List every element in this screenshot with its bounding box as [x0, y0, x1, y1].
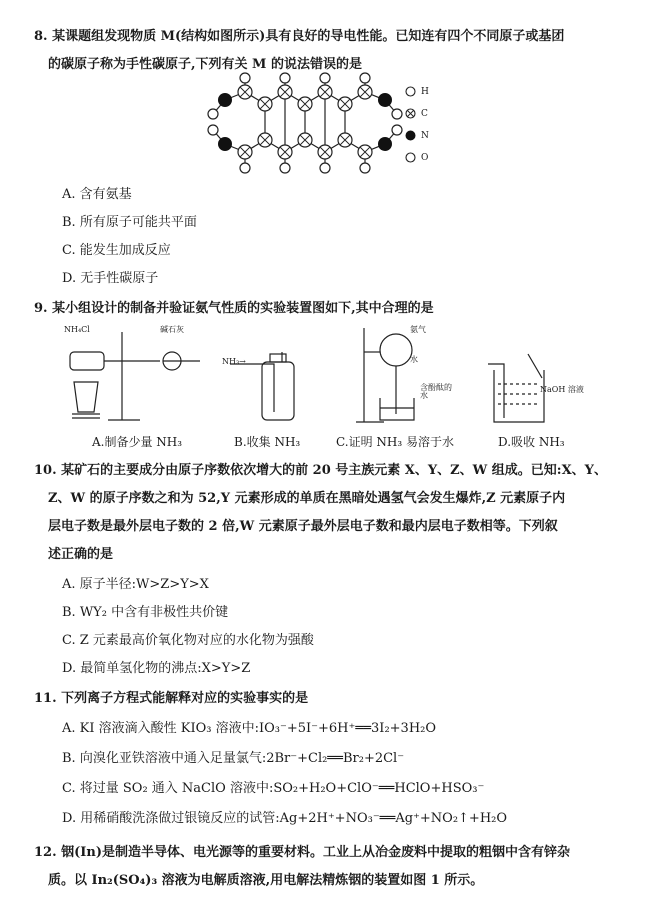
legend-item-o: O [405, 152, 428, 163]
q10-option-b: B. WY₂ 中含有非极性共价键 [62, 605, 229, 620]
q10-stem-line2: Z、W 的原子序数之和为 52,Y 元素形成的单质在黑暗处遇氢气会发生爆炸,Z 元素原子内 [48, 491, 566, 506]
q10-stem-line4: 述正确的是 [48, 547, 114, 562]
legend-item-h: H [405, 86, 429, 97]
legend-item-n: N [405, 130, 429, 141]
q10-option-a: A. 原子半径:W>Z>Y>X [62, 577, 209, 592]
q8-option-a: A. 含有氨基 [62, 187, 132, 202]
q8-stem-line1: 8. 某课题组发现物质 M(结构如图所示)具有良好的导电性能。已知连有四个不同原子或基团 [34, 29, 565, 44]
q10-option-c: C. Z 元素最高价氧化物对应的水化物为强酸 [62, 633, 314, 648]
q11-stem: 11. 下列离子方程式能解释对应的实验事实的是 [34, 691, 309, 706]
legend-item-c: C [405, 108, 428, 119]
apparatus-c-water-label: 水 [410, 355, 418, 364]
q8-option-d: D. 无手性碳原子 [62, 271, 159, 286]
q10-option-d: D. 最简单氢化物的沸点:X>Y>Z [62, 661, 251, 676]
apparatus-c-phenol-label: 含酚酞的水 [420, 383, 452, 400]
q11-option-a: A. KI 溶液滴入酸性 KIO₃ 溶液中:IO₃⁻+5I⁻+6H⁺══3I₂+3H₂O [62, 721, 437, 736]
q12-stem-line1: 12. 铟(In)是制造半导体、电光源等的重要材料。工业上从冶金废料中提取的粗铟中含有锌杂 [34, 845, 570, 860]
apparatus-c-ammonia-label: 氨气 [410, 325, 426, 334]
q11-option-d: D. 用稀硝酸洗涤做过银镜反应的试管:Ag+2H⁺+NO₃⁻══Ag⁺+NO₂↑+H₂O [62, 811, 508, 826]
q9-caption-a: A.制备少量 NH₃ [92, 435, 183, 449]
apparatus-b-diagram [220, 322, 310, 432]
q9-caption-c: C.证明 NH₃ 易溶于水 [336, 435, 454, 449]
apparatus-d-diagram [484, 322, 584, 432]
apparatus-a-lime-label: 碱石灰 [160, 325, 184, 334]
apparatus-c-diagram [354, 322, 454, 432]
q11-option-c: C. 将过量 SO₂ 通入 NaClO 溶液中:SO₂+H₂O+ClO⁻══HClO+HSO₃⁻ [62, 781, 485, 796]
q11-option-b: B. 向溴化亚铁溶液中通入足量氯气:2Br⁻+Cl₂══Br₂+2Cl⁻ [62, 751, 405, 766]
q8-option-c: C. 能发生加成反应 [62, 243, 171, 258]
apparatus-b-nh3-label: NH₃→ [222, 357, 246, 366]
q9-stem: 9. 某小组设计的制备并验证氨气性质的实验装置图如下,其中合理的是 [34, 301, 434, 316]
q9-caption-d: D.吸收 NH₃ [498, 435, 565, 449]
apparatus-a-diagram [60, 322, 210, 432]
q12-stem-line2: 质。以 In₂(SO₄)₃ 溶液为电解质溶液,用电解法精炼铟的装置如图 1 所示。 [48, 873, 484, 888]
apparatus-a-nh4cl-label: NH₄Cl [64, 325, 90, 334]
q8-stem-line2: 的碳原子称为手性碳原子,下列有关 M 的说法错误的是 [48, 57, 362, 72]
q10-stem-line3: 层电子数是最外层电子数的 2 倍,W 元素原子最外层电子数和最内层电子数相等。下列叙 [48, 519, 558, 534]
q8-option-b: B. 所有原子可能共平面 [62, 215, 197, 230]
q10-stem-line1: 10. 某矿石的主要成分由原子序数依次增大的前 20 号主族元素 X、Y、Z、W 组成。已知:X、Y、 [34, 463, 607, 478]
apparatus-d-naoh-label: NaOH 溶液 [540, 385, 584, 394]
q9-caption-b: B.收集 NH₃ [234, 435, 301, 449]
